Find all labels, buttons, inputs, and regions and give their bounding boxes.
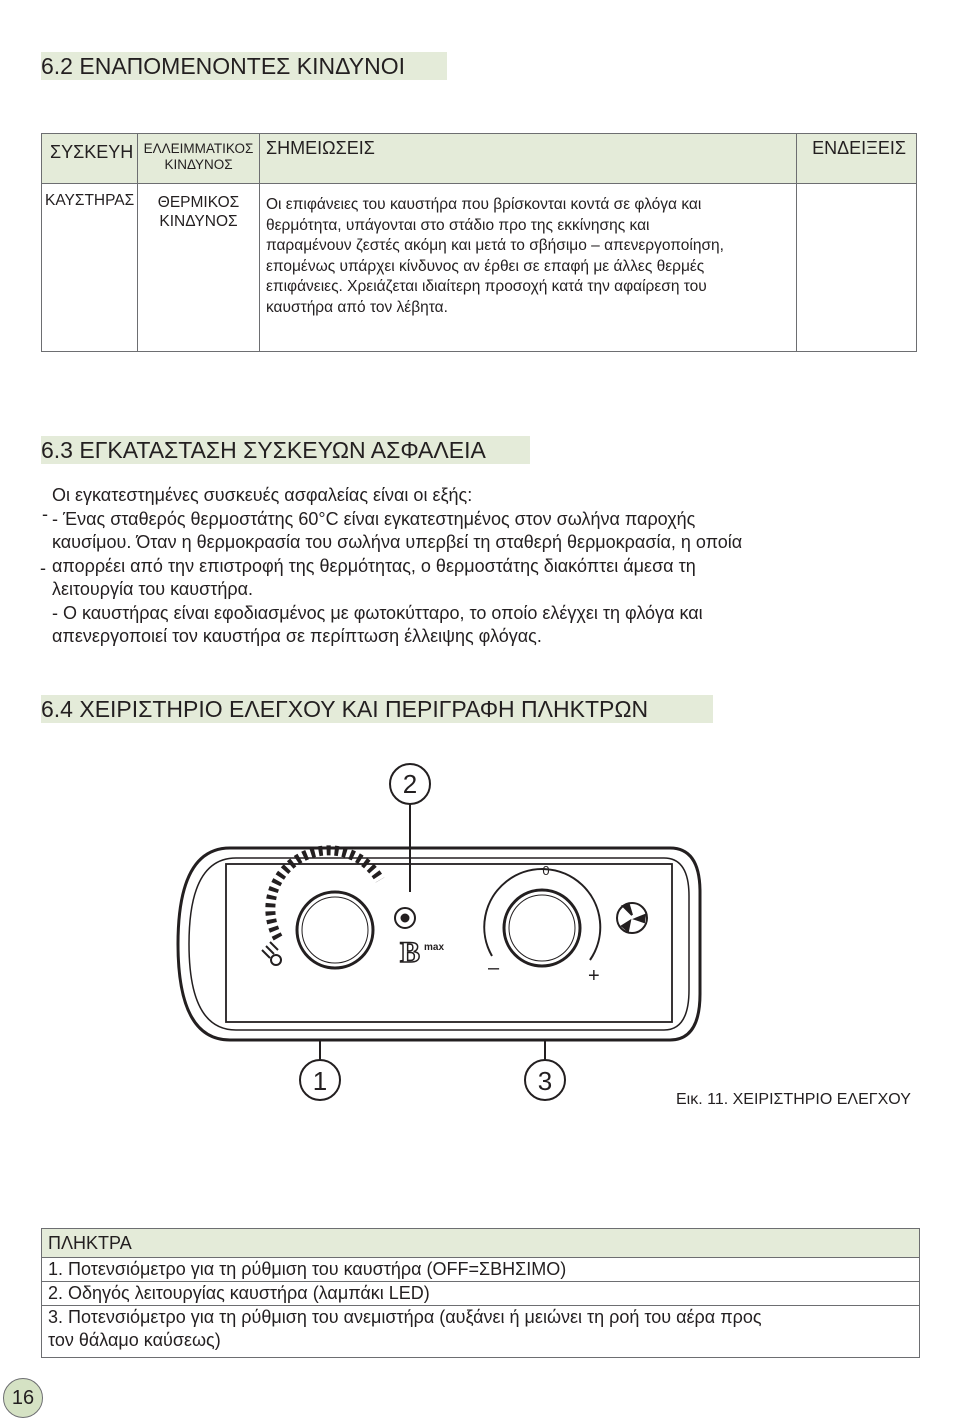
list-item: 2. Οδηγός λειτουργίας καυστήρα (λαμπάκι LED) [42, 1282, 919, 1306]
row-notes: Οι επιφάνειες του καυστήρα που βρίσκονται κοντά σε φλόγα και θερμότητα, υπάγονται στο στάδιο προ της εκκίνησης και παραμένουν ζεστές ακόμη και μετά το σβήσιμο – απενεργοποίηση, επομένως υπάρχει κίνδυνος αν έρθει σε επαφή με άλλες θερμές επιφάνειες. Χρειάζεται ιδιαίτερη προσοχή κατά την αφαίρεση του καυστήρα από τον λέβητα. [260, 184, 797, 352]
callout-1-label: 1 [312, 1066, 328, 1096]
table-row [42, 184, 917, 352]
knob-zero-label: 0 [542, 863, 550, 878]
dash-marker: - [42, 504, 48, 524]
residual-risks-table [41, 133, 917, 352]
list-item: 3. Ποτενσιόμετρο για τη ρύθμιση του ανεμιστήρα (αυξάνει ή μειώνει τη ροή του αέρα προς τον θάλαμο καύσεως) [48, 1307, 762, 1350]
svg-text:B: B [400, 936, 421, 969]
header-notes: ΣΗΜΕΙΩΣΕΙΣ [260, 134, 797, 184]
control-panel-figure [170, 760, 730, 1105]
section-6-2-title: 6.2 ΕΝΑΠΟΜΕΝΟΝΤΕΣ ΚΙΝΔΥΝΟΙ [41, 52, 447, 80]
dash-marker: - [40, 558, 46, 578]
table-header-row [42, 134, 917, 184]
plus-label: + [588, 965, 600, 987]
knob-1 [297, 892, 373, 968]
section-6-3-title: 6.3 ΕΓΚΑΤΑΣΤΑΣΗ ΣΥΣΚΕΥΩΝ ΑΣΦΑΛΕΙΑ [41, 436, 530, 464]
page-number: 16 [3, 1378, 43, 1418]
row-indications [797, 184, 917, 352]
knob-3 [504, 890, 580, 966]
row-device: ΚΑΥΣΤΗΡΑΣ [42, 184, 138, 352]
callout-3-label: 3 [537, 1066, 553, 1096]
flame-icon [262, 942, 281, 965]
row-risk: ΘΕΡΜΙΚΟΣ ΚΙΝΔΥΝΟΣ [138, 184, 260, 352]
callout-2-label: 2 [402, 769, 418, 799]
figure-caption: Εικ. 11. ΧΕΙΡΙΣΤΗΡΙΟ ΕΛΕΓΧΟΥ [676, 1091, 911, 1108]
fan-icon [617, 903, 647, 933]
header-device: ΣΥΣΚΕΥΗ [42, 134, 138, 184]
safety-devices-text: Οι εγκατεστημένες συσκευές ασφαλείας είναι οι εξής: - Ένας σταθερός θερμοστάτης 60°C είναι εγκατεστημένος στον σωλήνα παροχής καυσίμου. Όταν η θερμοκρασία του σωλήνα υπερβεί τη σταθερή θερμοκρασία, η οποία απορρέει από την επιστροφή της θερμότητας, ο θερμοστάτης διακόπτει άμεσα τη λειτουργία του καυστήρα. - Ο καυστήρας είναι εφοδιασμένος με φωτοκύτταρο, το οποίο ελέγχει τη φλόγα και απενεργοποιεί τον καυστήρα σε περίπτωση έλλειψης φλόγας. [52, 485, 743, 646]
brand-logo [400, 936, 444, 969]
header-indications: ΕΝΔΕΙΞΕΙΣ [797, 134, 917, 184]
svg-text:max: max [424, 942, 445, 953]
keys-header: ΠΛΗΚΤΡΑ [42, 1229, 919, 1258]
section-6-4-title: 6.4 ΧΕΙΡΙΣΤΗΡΙΟ ΕΛΕΓΧΟΥ ΚΑΙ ΠΕΡΙΓΡΑΦΗ ΠΛΗΚΤΡΩΝ [41, 695, 713, 723]
minus-label: – [488, 957, 500, 979]
keys-table [41, 1228, 920, 1358]
header-risk: ΕΛΛΕΙΜΜΑΤΙΚΟΣ ΚΙΝΔΥΝΟΣ [138, 134, 260, 184]
list-item: 1. Ποτενσιόμετρο για τη ρύθμιση του καυστήρα (OFF=ΣΒΗΣΙΜΟ) [42, 1258, 919, 1282]
